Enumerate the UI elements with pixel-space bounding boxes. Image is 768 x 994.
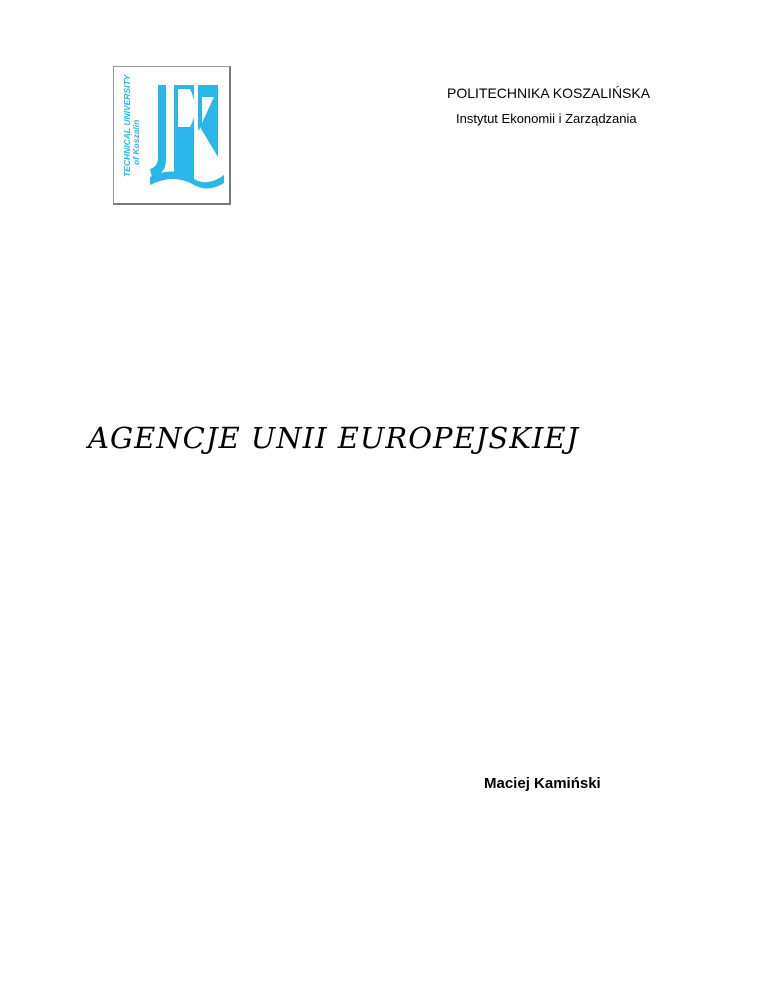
institute-name: Instytut Ekonomii i Zarządzania: [456, 111, 637, 126]
document-title: AGENCJE UNII EUROPEJSKIEJ: [88, 421, 580, 455]
svg-text:TECHNICAL UNIVERSITY: TECHNICAL UNIVERSITY: [122, 74, 132, 177]
institution-name: POLITECHNIKA KOSZALIŃSKA: [447, 85, 651, 101]
university-logo: [113, 66, 231, 205]
technical-university-koszalin-logo-icon: [114, 67, 230, 204]
svg-text:of Koszalin: of Koszalin: [131, 119, 141, 165]
author-name: Maciej Kamiński: [484, 775, 601, 792]
